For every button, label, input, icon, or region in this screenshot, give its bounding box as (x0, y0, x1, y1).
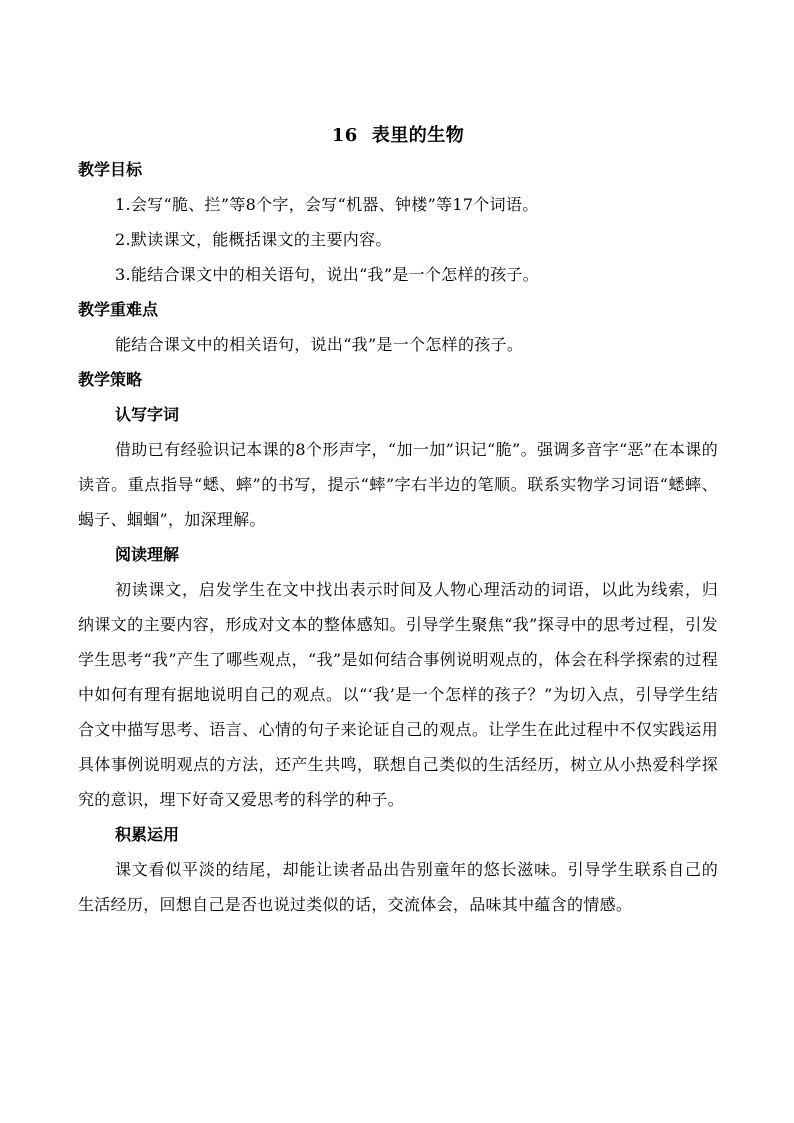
section-heading-goals: 教学目标 (78, 160, 143, 179)
subheading-words: 认写字词 (115, 405, 180, 424)
goal-item-3: 3.能结合课文中的相关语句，说出“我”是一个怎样的孩子。 (115, 265, 540, 284)
goal-item-2: 2.默读课文，能概括课文的主要内容。 (115, 230, 392, 249)
section-heading-strategy: 教学策略 (78, 370, 143, 389)
words-paragraph: 借助已有经验识记本课的8个形声字，“加一加”识记“脆”。强调多音字“恶”在本课的读音。重点指导“蟋、蟀”的书写，提示“蟀”字右半边的笔顺。联系实物学习词语“蟋蟀、蝎子、蝈蝈”，加深理解。 (78, 440, 718, 529)
page-title (78, 122, 718, 150)
application-paragraph: 课文看似平淡的结尾，却能让读者品出告别童年的悠长滋味。引导学生联系自己的生活经历，回想自己是否也说过类似的话，交流体会，品味其中蕴含的情感。 (78, 860, 718, 914)
key-points-text: 能结合课文中的相关语句，说出“我”是一个怎样的孩子。 (115, 335, 524, 354)
goal-item-1: 1.会写“脆、拦”等8个字，会写“机器、钟楼”等17个词语。 (115, 195, 539, 214)
subheading-reading: 阅读理解 (115, 545, 180, 564)
subheading-application: 积累运用 (115, 825, 180, 844)
lesson-number: 16 (331, 125, 358, 146)
section-heading-key-points: 教学重难点 (78, 300, 159, 319)
reading-paragraph: 初读课文，启发学生在文中找出表示时间及人物心理活动的词语，以此为线索，归纳课文的主要内容，形成对文本的整体感知。引导学生聚焦“我”探寻中的思考过程，引发学生思考“我”产生了哪些观点，“我”是如何结合事例说明观点的，体会在科学探索的过程中如何有理有据地说明自己的观点。以“‘我’是一个怎样的孩子？”为切入点，引导学生结合文中描写思考、语言、心情的句子来论证自己的观点。让学生在此过程中不仅实践运用具体事例说明观点的方法，还产生共鸣，联想自己类似的生活经历，树立从小热爱科学探究的意识，埋下好奇又爱思考的科学的种子。 (78, 580, 718, 809)
lesson-title: 表里的生物 (371, 125, 465, 146)
